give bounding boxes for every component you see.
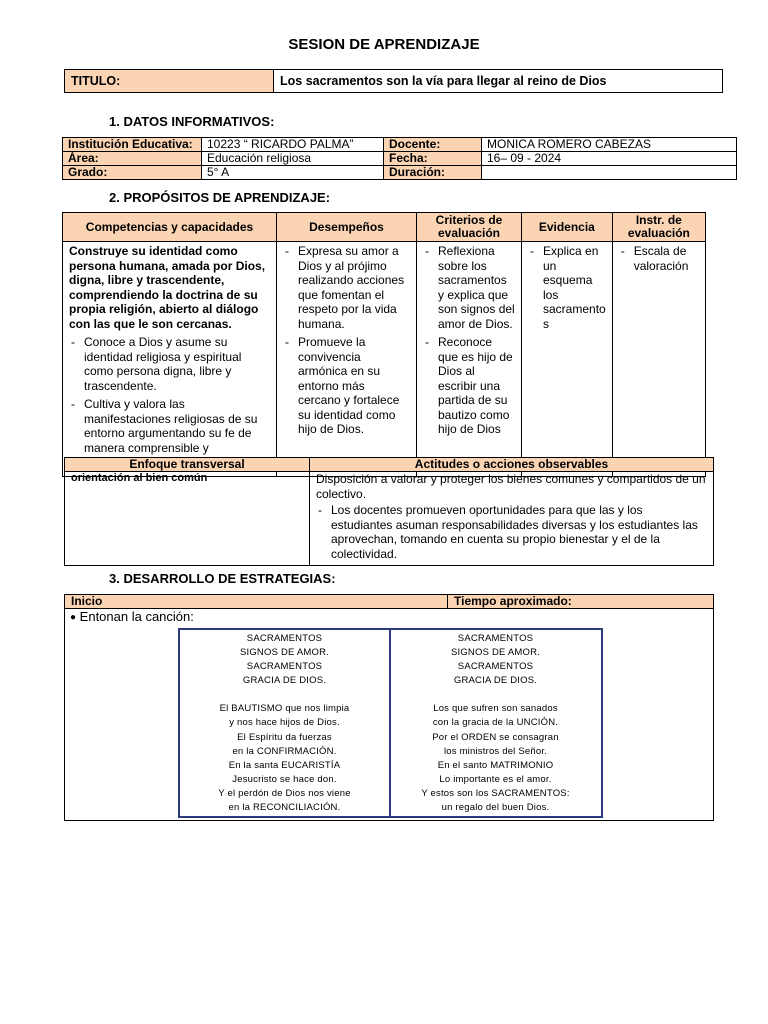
criterios-cell — [417, 242, 522, 477]
list-item: - Reflexiona sobre los sacramentos y explica que son signos del amor de Dios. — [423, 244, 515, 331]
header-evidencia: Evidencia — [522, 213, 613, 242]
song-line: Y estos son los SACRAMENTOS: — [421, 787, 570, 799]
evidencia-cell — [522, 242, 613, 477]
area-value: Educación religiosa — [202, 152, 384, 166]
song-line: los ministros del Señor. — [443, 745, 547, 757]
tiempo-label: Tiempo aproximado: — [448, 595, 714, 609]
actitud-text: Disposición a valorar y proteger los bienes comunes y compartidos de un colectivo. — [316, 472, 706, 501]
song-gap — [391, 688, 600, 702]
titulo-label: TITULO: — [65, 70, 274, 93]
inicio-label: Inicio — [65, 595, 448, 609]
song-line: En la santa EUCARISTÍA — [228, 759, 341, 771]
song-box — [178, 628, 603, 818]
song-line: SIGNOS DE AMOR. — [450, 647, 541, 659]
section-datos-title: 1. DATOS INFORMATIVOS: — [109, 114, 275, 129]
song-line: Jesucristo se hace don. — [232, 773, 337, 785]
song-right-column — [391, 630, 600, 816]
datos-table — [62, 137, 737, 180]
list-item: - Cultiva y valora las manifestaciones religiosas de su entorno argumentando su fe de manera comprensible y — [69, 397, 270, 470]
duracion-value — [482, 166, 737, 180]
song-line: SACRAMENTOS — [457, 661, 534, 673]
section-desarrollo-title: 3. DESARROLLO DE ESTRATEGIAS: — [109, 571, 336, 586]
actitudes-cell — [310, 472, 714, 566]
area-label: Área: — [63, 152, 202, 166]
grado-label: Grado: — [63, 166, 202, 180]
bullet-item — [70, 609, 194, 624]
header-enfoque: Enfoque transversal — [65, 458, 310, 472]
criterios-list — [423, 244, 515, 437]
song-line: SACRAMENTOS — [246, 633, 323, 644]
song-line: Los que sufren son sanados — [433, 703, 558, 715]
header-criterios: Criterios de evaluación — [417, 213, 522, 242]
competencias-cell — [63, 242, 277, 477]
song-line: SACRAMENTOS — [246, 661, 323, 673]
song-line: El BAUTISMO que nos limpia — [219, 703, 350, 715]
song-left-column — [180, 630, 391, 816]
song-line: SIGNOS DE AMOR. — [239, 647, 330, 659]
grado-value: 5° A — [202, 166, 384, 180]
song-gap — [180, 688, 389, 702]
desempenos-cell — [277, 242, 417, 477]
evidencia-list — [528, 244, 606, 331]
song-line: Lo importante es el amor. — [439, 773, 552, 785]
song-line: y nos hace hijos de Dios. — [229, 717, 340, 729]
song-line: Por el ORDEN se consagran — [432, 731, 559, 743]
enfoque-nombre: orientación al bien común — [65, 472, 310, 566]
song-line: GRACIA DE DIOS. — [453, 675, 538, 687]
duracion-label: Duración: — [384, 166, 482, 180]
header-competencias: Competencias y capacidades — [63, 213, 277, 242]
desempenos-list — [283, 244, 410, 437]
song-line: un regalo del buen Dios. — [441, 802, 550, 814]
list-item: - Reconoce que es hijo de Dios al escribir una partida de su bautizo como hijo de Dios — [423, 335, 515, 437]
docente-label: Docente: — [384, 138, 482, 152]
propositos-table — [62, 212, 706, 477]
song-line: Y el perdón de Dios nos viene — [218, 787, 351, 799]
titulo-table — [64, 69, 723, 93]
song-line: con la gracia de la UNCIÓN. — [432, 717, 559, 729]
header-instrumento: Instr. de evaluación — [612, 213, 705, 242]
competencia-text: Construye su identidad como persona humana, amada por Dios, digna, libre y trascendente, comprendiendo la doctrina de su propia religión, abierto al diálogo con las que le son cercanas. — [69, 244, 266, 331]
titulo-value: Los sacramentos son la vía para llegar al reino de Dios — [274, 70, 723, 93]
acciones-list — [316, 503, 707, 561]
institucion-label: Institución Educativa: — [63, 138, 202, 152]
header-desempenos: Desempeños — [277, 213, 417, 242]
enfoque-table — [64, 457, 714, 566]
bullet-icon: ● — [70, 612, 77, 623]
song-line: GRACIA DE DIOS. — [242, 675, 327, 687]
list-item: - Expresa su amor a Dios y al prójimo realizando acciones que fomentan el respeto por la vida humana. — [283, 244, 410, 331]
song-line: en la RECONCILIACIÓN. — [228, 802, 341, 814]
list-item: - Conoce a Dios y asume su identidad religiosa y espiritual como persona digna, libre y trascendente. — [69, 335, 270, 393]
instrumento-list — [619, 244, 699, 273]
list-item: - Los docentes promueven oportunidades para que las y los estudiantes asuman responsabilidades diversas y los estudiantes las aprovechan, tomando en cuenta su propio bienestar y el de la colectividad. — [316, 503, 707, 561]
page-title: SESION DE APRENDIZAJE — [288, 36, 480, 53]
list-item: - Explica en un esquema los sacramento s — [528, 244, 606, 331]
song-line: SACRAMENTOS — [457, 633, 534, 644]
header-actitudes: Actitudes o acciones observables — [310, 458, 714, 472]
section-propositos-title: 2. PROPÓSITOS DE APRENDIZAJE: — [109, 190, 331, 205]
bullet-text: Entonan la canción: — [79, 609, 194, 624]
list-item: - Escala de valoración — [619, 244, 699, 273]
capacidades-list — [69, 335, 270, 470]
song-line: en la CONFIRMACIÓN. — [232, 745, 337, 757]
song-line: En el santo MATRIMONIO — [437, 759, 554, 771]
song-line: El Espíritu da fuerzas — [237, 731, 332, 743]
list-item: - Promueve la convivencia armónica en su entorno más cercano y fortalece su identidad como hijo de Dios. — [283, 335, 410, 437]
fecha-value: 16– 09 - 2024 — [482, 152, 737, 166]
fecha-label: Fecha: — [384, 152, 482, 166]
institucion-value: 10223 “ RICARDO PALMA” — [202, 138, 384, 152]
instrumento-cell — [612, 242, 705, 477]
docente-value: MONICA ROMERO CABEZAS — [482, 138, 737, 152]
